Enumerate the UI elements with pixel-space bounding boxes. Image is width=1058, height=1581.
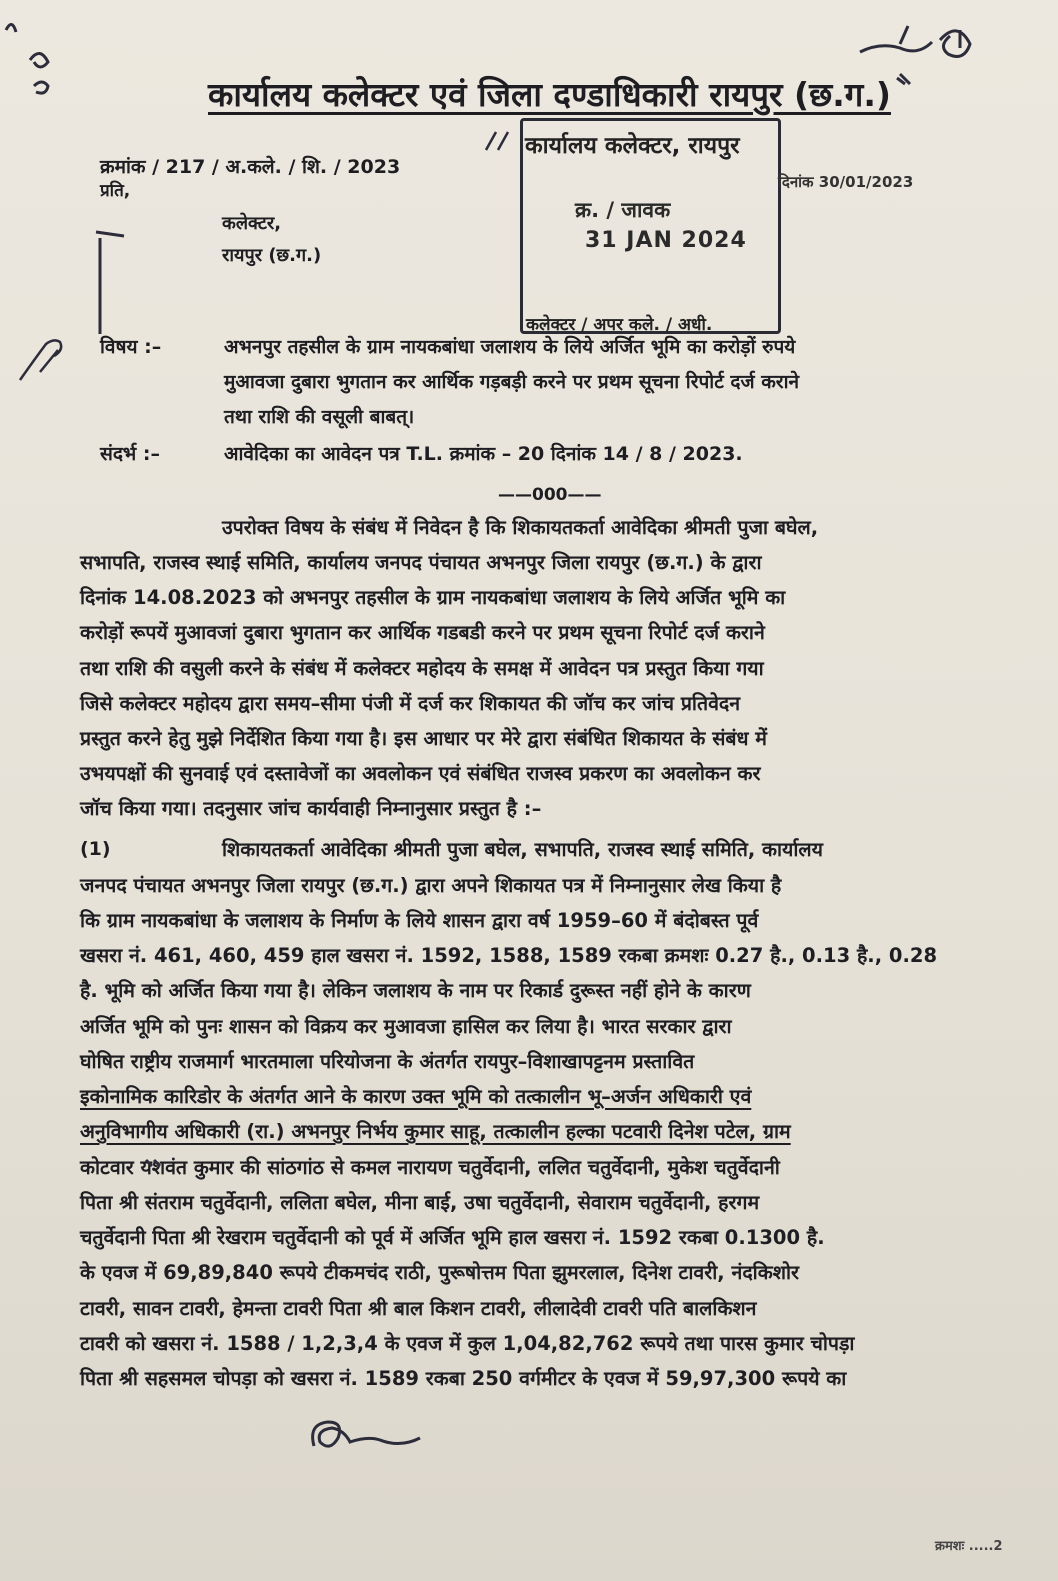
paragraph-line: दिनांक 14.08.2023 को अभनपुर तहसील के ग्राम नायकबांधा जलाशय के लिये अर्जित भूमि का <box>80 586 786 609</box>
stamp-office: कार्यालय कलेक्टर, रायपुर <box>525 133 740 159</box>
reference-label: संदर्भ :– <box>100 443 161 465</box>
paragraph-line: है. भूमि को अर्जित किया गया है। लेकिन जलाशय के नाम पर रिकार्ड दुरूस्त नहीं होने के कारण <box>80 979 751 1002</box>
stamp-inward: क्र. / जावक <box>575 198 671 222</box>
paragraph-line: कि ग्राम नायकबांधा के जलाशय के निर्माण के लिये शासन द्वारा वर्ष 1959–60 में बंदोबस्त पूर्व <box>80 909 759 932</box>
paragraph-line: जॉच किया गया। तदनुसार जांच कार्यवाही निम्नानुसार प्रस्तुत है :– <box>80 797 542 820</box>
subject-label: विषय :– <box>100 336 162 358</box>
addressee-line-1: कलेक्टर, <box>222 213 282 234</box>
paragraph-line: शिकायतकर्ता आवेदिका श्रीमती पुजा बघेल, सभापति, राजस्व स्थाई समिति, कार्यालय <box>222 838 823 861</box>
paragraph-line: जिसे कलेक्टर महोदय द्वारा समय–सीमा पंजी में दर्ज कर शिकायत की जॉच कर जांच प्रतिवेदन <box>80 692 741 715</box>
prati-label: प्रति, <box>100 181 131 201</box>
paragraph-line: के एवज में 69,89,840 रूपये टीकमचंद राठी, पुरूषोत्तम पिता झुमरलाल, दिनेश टावरी, नंदकिशोर <box>80 1261 799 1284</box>
paragraph-line: कोटवार यशवंत कुमार की सांठगांठ से कमल नारायण चतुर्वेदानी, ललित चतुर्वेदानी, मुकेश चतुर्वेदानी <box>80 1156 780 1179</box>
paragraph-line: करोड़ों रूपयें मुआवजां दुबारा भुगतान कर आर्थिक गडबडी करने पर प्रथम सूचना रिपोर्ट दर्ज कराने <box>80 621 765 644</box>
paragraph-line: उपरोक्त विषय के संबंध में निवेदन है कि शिकायतकर्ता आवेदिका श्रीमती पुजा बघेल, <box>222 516 819 539</box>
paragraph-line: तथा राशि की वसुली करने के संबंध में कलेक्टर महोदय के समक्ष में आवेदन पत्र प्रस्तुत किया गया <box>80 657 764 680</box>
paragraph-line: पिता श्री सहसमल चोपड़ा को खसरा नं. 1589 रकबा 250 वर्गमीटर के एवज में 59,97,300 रूपये का <box>80 1367 847 1390</box>
reference-number: क्रमांक / 217 / अ.कले. / शि. / 2023 <box>100 156 401 178</box>
paragraph-line: टावरी को खसरा नं. 1588 / 1,2,3,4 के एवज में कुल 1,04,82,762 रूपये तथा पारस कुमार चोपड़ा <box>80 1332 855 1355</box>
subject-line: अभनपुर तहसील के ग्राम नायकबांधा जलाशय के लिये अर्जित भूमि का करोड़ों रुपये <box>224 336 796 358</box>
paragraph-line: खसरा नं. 461, 460, 459 हाल खसरा नं. 1592, 1588, 1589 रकबा क्रमशः 0.27 है., 0.13 है., 0.28 <box>80 944 938 967</box>
page-continuation: क्रमशः .....2 <box>935 1539 1003 1554</box>
item-number: (1) <box>80 838 111 860</box>
paragraph-line: घोषित राष्ट्रीय राजमार्ग भारतमाला परियोजना के अंतर्गत रायपुर–विशाखापट्टनम प्रस्तावित <box>80 1050 695 1073</box>
subject-line: तथा राशि की वसूली बाबत्। <box>224 406 415 428</box>
stamp-bottom-text: कलेक्टर / अपर कले. / अधी. <box>526 315 713 335</box>
paragraph-line: प्रस्तुत करने हेतु मुझे निर्देशित किया गया है। इस आधार पर मेरे द्वारा संबंधित शिकायत के संबंध में <box>80 727 767 750</box>
paragraph-line: चतुर्वेदानी पिता श्री रेखराम चतुर्वेदानी को पूर्व में अर्जित भूमि हाल खसरा नं. 1592 रकबा 0.1300 है. <box>80 1226 825 1249</box>
paragraph-line: अनुविभागीय अधिकारी (रा.) अभनपुर निर्भय कुमार साहू, तत्कालीन हल्का पटवारी दिनेश पटेल, ग्राम <box>80 1120 791 1143</box>
paragraph-line: पिता श्री संतराम चतुर्वेदानी, ललिता बघेल, मीना बाई, उषा चतुर्वेदानी, सेवाराम चतुर्वेदानी, हरगम <box>80 1191 760 1214</box>
subject-line: मुआवजा दुबारा भुगतान कर आर्थिक गड़बड़ी करने पर प्रथम सूचना रिपोर्ट दर्ज कराने <box>224 371 800 393</box>
office-title: कार्यालय कलेक्टर एवं जिला दण्डाधिकारी रायपुर (छ.ग.) <box>208 75 891 114</box>
stamp-date: 31 JAN 2024 <box>585 228 747 253</box>
reference-text: आवेदिका का आवेदन पत्र T.L. क्रमांक – 20 दिनांक 14 / 8 / 2023. <box>224 443 743 465</box>
paragraph-line: अर्जित भूमि को पुनः शासन को विक्रय कर मुआवजा हासिल कर लिया है। भारत सरकार द्वारा <box>80 1015 732 1038</box>
stamp-side-note: दिनांक 30/01/2023 <box>778 173 914 191</box>
addressee-line-2: रायपुर (छ.ग.) <box>222 245 322 266</box>
separator: ——000—— <box>498 485 602 505</box>
paragraph-line: टावरी, सावन टावरी, हेमन्ता टावरी पिता श्री बाल किशन टावरी, लीलादेवी टावरी पति बालकिशन <box>80 1297 757 1320</box>
paragraph-line: जनपद पंचायत अभनपुर जिला रायपुर (छ.ग.) द्वारा अपने शिकायत पत्र में निम्नानुसार लेख किया है <box>80 874 782 897</box>
paragraph-line: उभयपक्षों की सुनवाई एवं दस्तावेजों का अवलोकन एवं संबंधित राजस्व प्रकरण का अवलोकन कर <box>80 762 761 785</box>
paragraph-line: सभापति, राजस्व स्थाई समिति, कार्यालय जनपद पंचायत अभनपुर जिला रायपुर (छ.ग.) के द्वारा <box>80 551 762 574</box>
paragraph-line: इकोनामिक कारिडोर के अंतर्गत आने के कारण उक्त भूमि को तत्कालीन भू–अर्जन अधिकारी एवं <box>80 1085 752 1108</box>
